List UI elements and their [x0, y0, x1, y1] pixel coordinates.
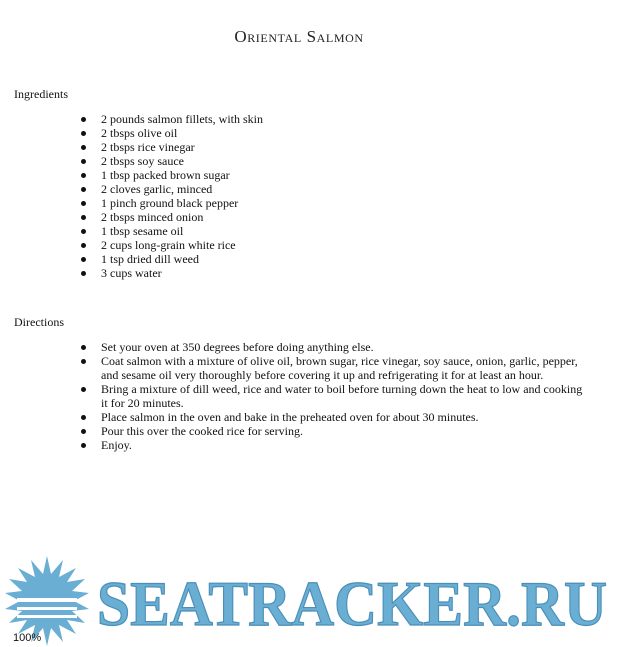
bullet-icon — [81, 201, 86, 206]
direction-step — [101, 382, 586, 410]
ingredient-text: 2 tbsps olive oil — [101, 126, 178, 140]
horizon-line-icon — [17, 598, 77, 602]
ingredient-item — [101, 238, 521, 252]
direction-step — [101, 424, 586, 438]
bullet-icon — [81, 271, 86, 276]
bullet-icon — [81, 159, 86, 164]
ingredient-item — [101, 210, 521, 224]
bullet-icon — [81, 387, 86, 392]
directions-list — [101, 340, 586, 452]
bullet-icon — [81, 173, 86, 178]
bullet-icon — [81, 257, 86, 262]
direction-step — [101, 410, 586, 424]
ingredient-text: 2 cups long-grain white rice — [101, 238, 236, 252]
ingredient-item — [101, 196, 521, 210]
direction-text: Coat salmon with a mixture of olive oil, brown sugar, rice vinegar, soy sauce, onion, garlic, pepper, and sesame oil very thoroughly before covering it up and refrigerating it for at least an hour. — [101, 354, 578, 382]
wave-line-icon — [17, 615, 77, 618]
bullet-icon — [81, 145, 86, 150]
direction-text: Enjoy. — [101, 438, 132, 452]
bullet-icon — [81, 429, 86, 434]
bullet-icon — [81, 443, 86, 448]
wave-line-icon — [17, 607, 77, 610]
watermark — [0, 552, 619, 647]
ingredient-item — [101, 182, 521, 196]
bullet-icon — [81, 359, 86, 364]
ingredient-item — [101, 154, 521, 168]
bullet-icon — [81, 187, 86, 192]
bullet-icon — [81, 229, 86, 234]
ingredient-text: 1 pinch ground black pepper — [101, 196, 239, 210]
ingredient-text: 2 tbsps minced onion — [101, 210, 204, 224]
ingredient-item — [101, 252, 521, 266]
direction-step — [101, 340, 586, 354]
direction-text: Place salmon in the oven and bake in the preheated oven for about 30 minutes. — [101, 410, 479, 424]
ingredient-text: 1 tbsp packed brown sugar — [101, 168, 230, 182]
ingredient-text: 2 tbsps soy sauce — [101, 154, 184, 168]
direction-text: Pour this over the cooked rice for serving. — [101, 424, 303, 438]
bullet-icon — [81, 215, 86, 220]
bullet-icon — [81, 117, 86, 122]
ingredient-text: 1 tsp dried dill weed — [101, 252, 199, 266]
ingredient-item — [101, 168, 521, 182]
ingredient-item — [101, 112, 521, 126]
bullet-icon — [81, 243, 86, 248]
ingredient-item — [101, 224, 521, 238]
bullet-icon — [81, 415, 86, 420]
direction-text: Set your oven at 350 degrees before doing anything else. — [101, 340, 374, 354]
watermark-text: SEATRACKER.RU — [97, 568, 607, 639]
bullet-icon — [81, 131, 86, 136]
direction-text: Bring a mixture of dill weed, rice and water to boil before turning down the heat to low and cooking it for 20 minutes. — [101, 382, 583, 410]
direction-step — [101, 438, 586, 452]
bullet-icon — [81, 345, 86, 350]
direction-step — [101, 354, 586, 382]
ingredient-item — [101, 126, 521, 140]
ingredient-text: 1 tbsp sesame oil — [101, 224, 184, 238]
ingredients-list — [101, 112, 521, 280]
ingredient-item — [101, 266, 521, 280]
ingredient-text: 2 pounds salmon fillets, with skin — [101, 112, 263, 126]
ingredient-text: 2 tbsps rice vinegar — [101, 140, 195, 154]
ingredients-heading: Ingredients — [14, 87, 68, 101]
ingredient-text: 3 cups water — [101, 266, 162, 280]
zoom-level: 100% — [13, 632, 42, 644]
ingredient-item — [101, 140, 521, 154]
directions-heading: Directions — [14, 315, 64, 329]
recipe-title: Oriental Salmon — [234, 27, 364, 46]
ingredient-text: 2 cloves garlic, minced — [101, 182, 213, 196]
